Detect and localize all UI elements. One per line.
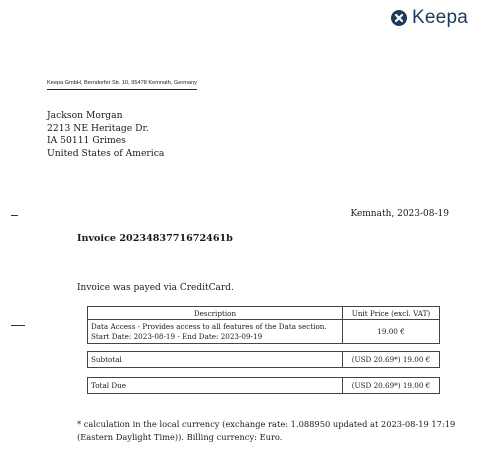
currency-footnote: * calculation in the local currency (exchange rate: 1.088950 updated at 2023-08-19 17:19 (Eastern Daylight Time)). Billing currency: Euro. (77, 419, 456, 442)
table-row (88, 320, 440, 344)
sender-address-line: Keepa GmbH, Berndorfer Str. 10, 95478 Kemnath, Germany (47, 80, 197, 90)
item-period-line: Start Date: 2023-08-19 - End Date: 2023-09-19 (91, 331, 263, 341)
total-label: Total Due (88, 378, 343, 394)
unit-price-header: Unit Price (excl. VAT) (343, 307, 440, 320)
recipient-city: IA 50111 Grimes (47, 135, 126, 147)
keepa-logo (391, 7, 468, 29)
fold-mark (11, 215, 18, 216)
invoice-title: Invoice 2023483771672461b (77, 233, 233, 244)
item-unit-price: 19.00 € (343, 320, 440, 344)
total-value: (USD 20.69*) 19.00 € (343, 378, 440, 394)
subtotal-table (87, 351, 440, 368)
recipient-country: United States of America (47, 147, 165, 159)
total-table (87, 377, 440, 394)
description-header: Description (88, 307, 343, 320)
recipient-name: Jackson Morgan (47, 110, 123, 121)
fold-mark (11, 325, 25, 326)
recipient-street: 2213 NE Heritage Dr. (47, 122, 149, 134)
payment-note: Invoice was payed via CreditCard. (77, 283, 234, 293)
item-description-line: Data Access - Provides access to all features of the Data section. (91, 321, 327, 331)
subtotal-row (88, 352, 440, 368)
item-description (88, 320, 343, 344)
total-row (88, 378, 440, 394)
keepa-logo-icon (391, 10, 407, 26)
invoice-date: Kemnath, 2023-08-19 (350, 209, 449, 219)
recipient-address (47, 110, 164, 160)
table-header-row (88, 307, 440, 320)
brand-name: Keepa (412, 7, 468, 28)
subtotal-value: (USD 20.69*) 19.00 € (343, 352, 440, 368)
line-items-table (87, 306, 440, 344)
subtotal-label: Subtotal (88, 352, 343, 368)
